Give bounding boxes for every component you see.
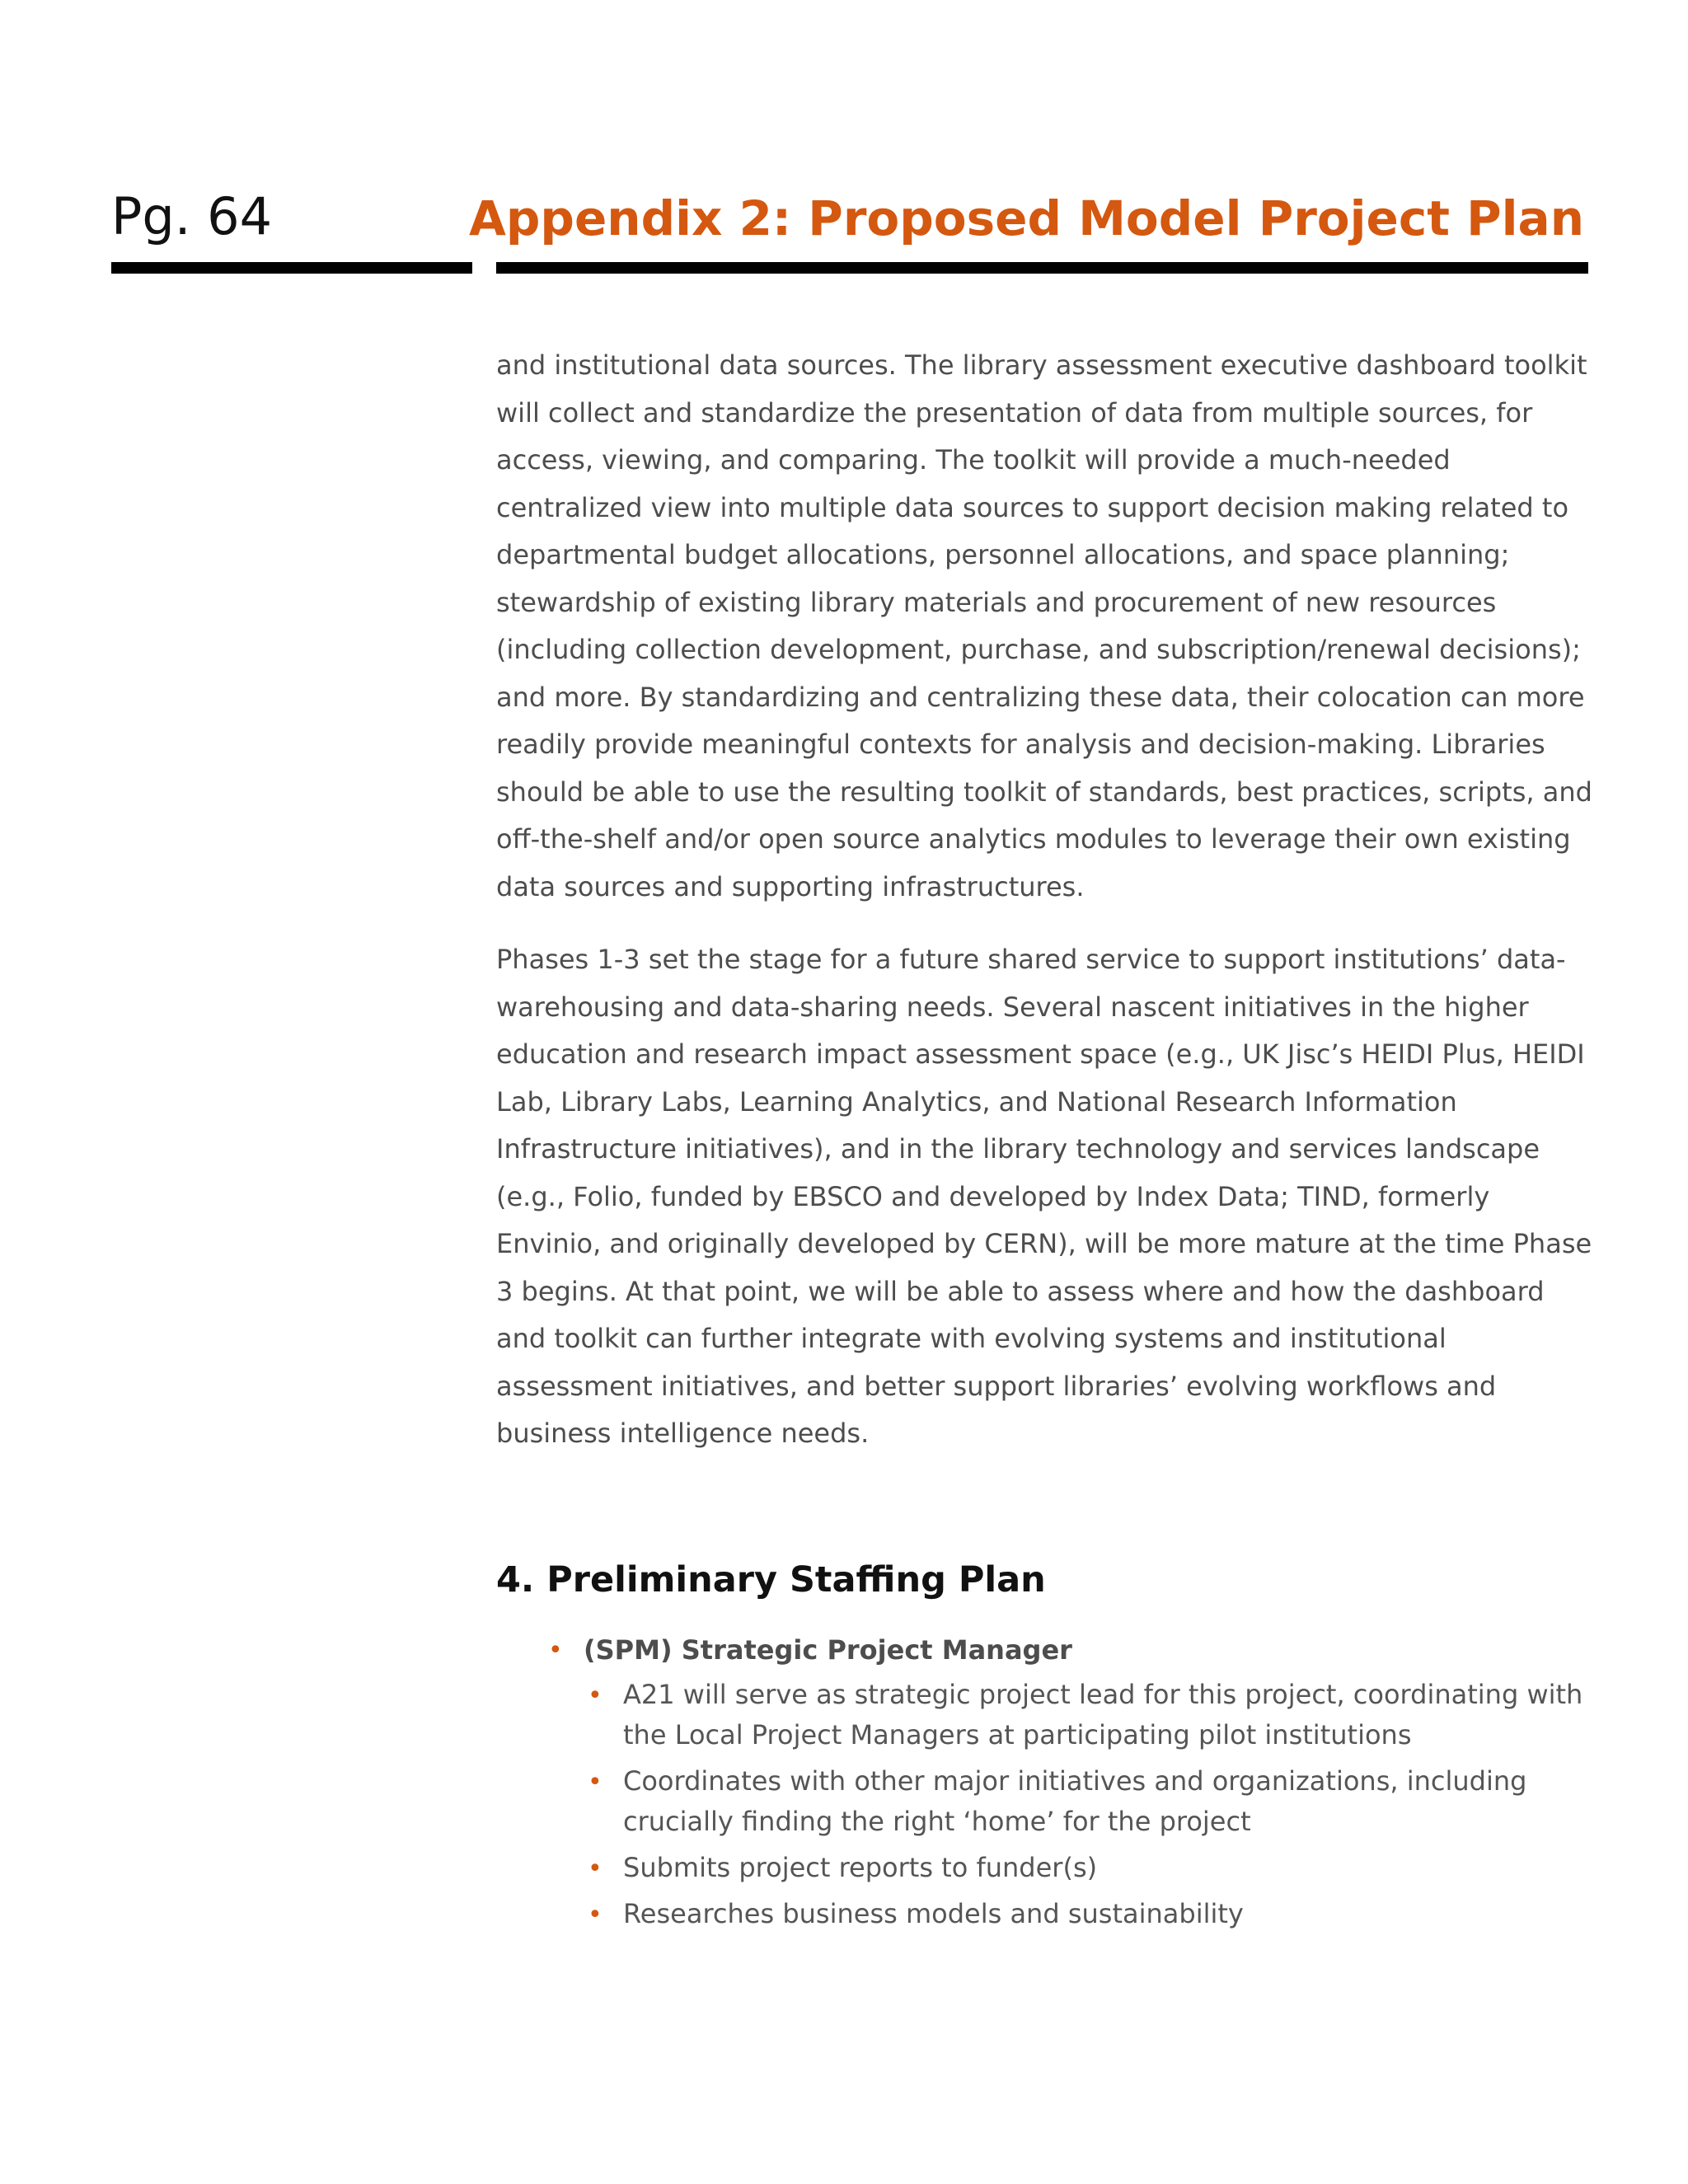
body-paragraph: and institutional data sources. The library assessment executive dashboard toolkit will collect and standardize the presentation of data from multiple sources, for access, viewing, and comparing. The toolkit will provide a much-needed centralized view into multiple data sources to support decision making related to departmental budget allocations, personnel allocations, and space planning; stewardship of existing library materials and procurement of new resources (including collection development, purchase, and subscription/renewal decisions); and more. By standardizing and centralizing these data, their colocation can more readily provide meaningful contexts for analysis and decision-making. Libraries should be able to use the resulting toolkit of standards, best practices, scripts, and off-the-shelf and/or open source analytics modules to leverage their own existing data sources and supporting infrastructures. (496, 349, 1592, 902)
list-item (584, 1848, 1591, 1888)
header-rule-left (111, 262, 472, 274)
bullet-icon: • (588, 1768, 603, 1797)
bullet-icon: • (588, 1854, 603, 1883)
staffing-list (544, 1629, 1591, 1940)
section-heading: 4. Preliminary Staffing Plan (496, 1559, 1046, 1601)
duty-text: Researches business models and sustainability (623, 1898, 1244, 1929)
list-item (584, 1894, 1591, 1934)
header-rule-right (496, 262, 1588, 274)
body-paragraph: Phases 1-3 set the stage for a future shared service to support institutions’ data-warehousing and data-sharing needs. Several nascent initiatives in the higher education and research impact assessment space (e.g., UK Jisc’s HEIDI Plus, HEIDI Lab, Library Labs, Learning Analytics, and National Research Information Infrastructure initiatives), and in the library technology and services landscape (e.g., Folio, funded by EBSCO and developed by Index Data; TIND, formerly Envinio, and originally developed by CERN), will be more mature at the time Phase 3 begins. At that point, we will be able to assess where and how the dashboard and toolkit can further integrate with evolving systems and institutional assessment initiatives, and better support libraries’ evolving workflows and business intelligence needs. (496, 944, 1592, 1449)
bullet-icon: • (548, 1636, 563, 1665)
bullet-icon: • (588, 1900, 603, 1929)
duty-text: Submits project reports to funder(s) (623, 1852, 1098, 1883)
page-number: Pg. 64 (111, 186, 273, 246)
duty-text: A21 will serve as strategic project lead for this project, coordinating with the Local Project Managers at participating pilot institutions (623, 1679, 1583, 1750)
list-item (584, 1675, 1591, 1755)
list-item (544, 1629, 1591, 1934)
role-title: (SPM) Strategic Project Manager (584, 1634, 1072, 1666)
appendix-title: Appendix 2: Proposed Model Project Plan (469, 190, 1584, 246)
duty-list (584, 1675, 1591, 1934)
bullet-icon: • (588, 1681, 603, 1710)
duty-text: Coordinates with other major initiatives and organizations, including crucially finding the right ‘home’ for the project (623, 1765, 1527, 1837)
list-item (584, 1761, 1591, 1842)
